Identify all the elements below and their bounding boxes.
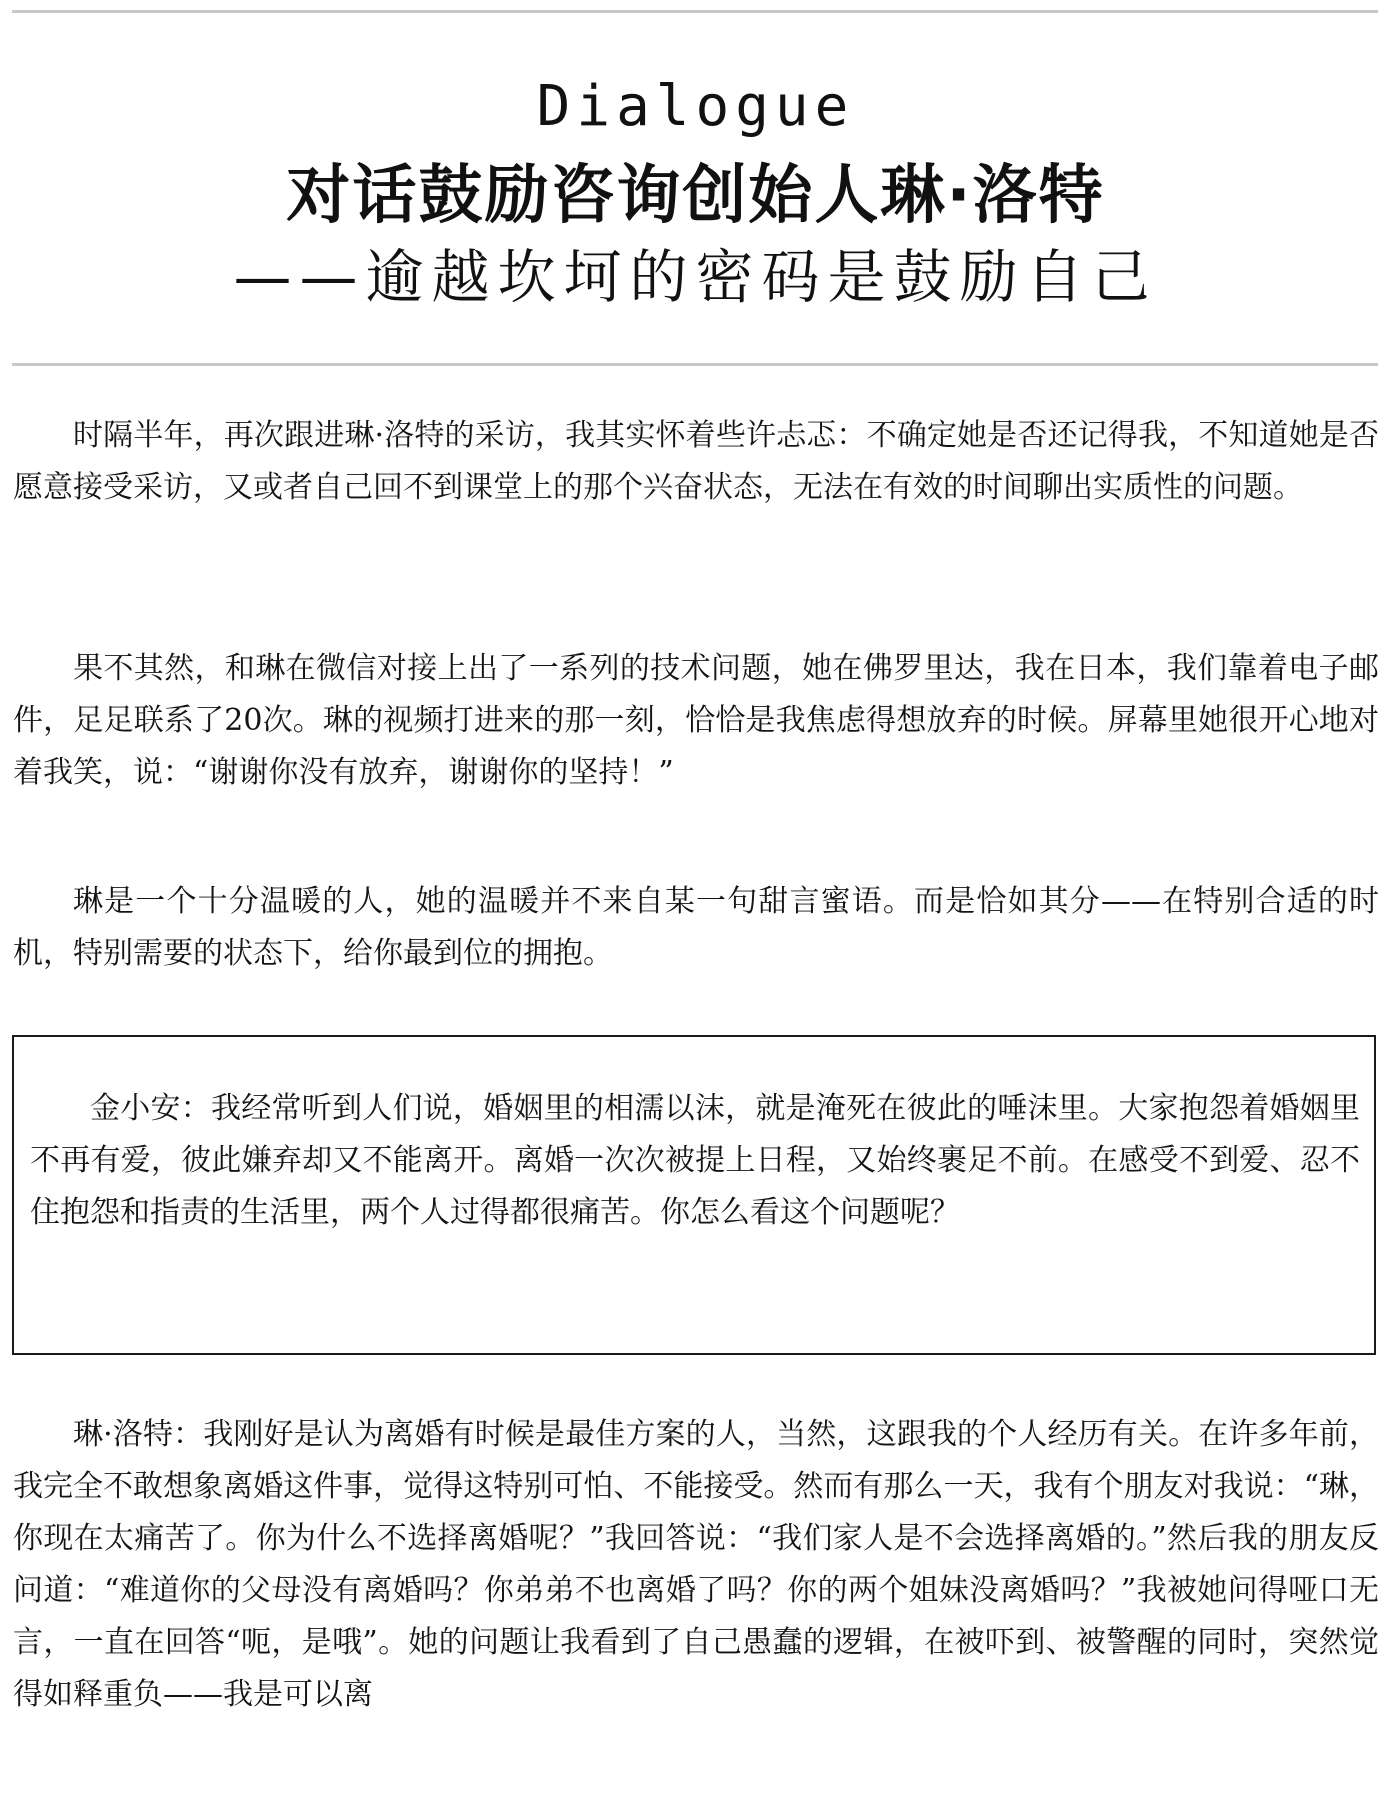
- top-divider: [12, 10, 1378, 13]
- section-label: Dialogue: [536, 74, 855, 139]
- interview-question: 金小安：我经常听到人们说，婚姻里的相濡以沫，就是淹死在彼此的唾沫里。大家抱怨着婚姻里不再有爱，彼此嫌弃却又不能离开。离婚一次次被提上日程，又始终裹足不前。在感受不到爱、忍不住抱怨和指责的生活里，两个人过得都很痛苦。你怎么看这个问题呢？: [30, 1091, 1360, 1230]
- interview-answer: 琳·洛特：我刚好是认为离婚有时候是最佳方案的人，当然，这跟我的个人经历有关。在许多年前，我完全不敢想象离婚这件事，觉得这特别可怕、不能接受。然而有那么一天，我有个朋友对我说：“琳，你现在太痛苦了。你为什么不选择离婚呢？”我回答说：“我们家人是不会选择离婚的。”然后我的朋友反问道：“难道你的父母没有离婚吗？你弟弟不也离婚了吗？你的两个姐妹没离婚吗？”我被她问得哑口无言，一直在回答“呃，是哦”。她的问题让我看到了自己愚蠢的逻辑，在被吓到、被警醒的同时，突然觉得如释重负——我是可以离: [13, 1417, 1379, 1712]
- article-title: 对话鼓励咨询创始人琳·洛特: [286, 159, 1105, 233]
- paragraph-intro: 时隔半年，再次跟进琳·洛特的采访，我其实怀着些许忐忑：不确定她是否还记得我，不知道她是否愿意接受采访，又或者自己回不到课堂上的那个兴奋状态，无法在有效的时间聊出实质性的问题。: [13, 418, 1379, 505]
- paragraph-contact: 果不其然，和琳在微信对接上出了一系列的技术问题，她在佛罗里达，我在日本，我们靠着电子邮件，足足联系了20次。琳的视频打进来的那一刻，恰恰是我焦虑得想放弃的时候。屏幕里她很开心地对着我笑，说：“谢谢你没有放弃，谢谢你的坚持！”: [13, 651, 1379, 790]
- paragraph-warmth: 琳是一个十分温暖的人，她的温暖并不来自某一句甜言蜜语。而是恰如其分——在特别合适的时机，特别需要的状态下，给你最到位的拥抱。: [13, 884, 1379, 971]
- article-subtitle: ——逾越坎坷的密码是鼓励自己: [233, 243, 1158, 311]
- header-divider: [12, 363, 1378, 366]
